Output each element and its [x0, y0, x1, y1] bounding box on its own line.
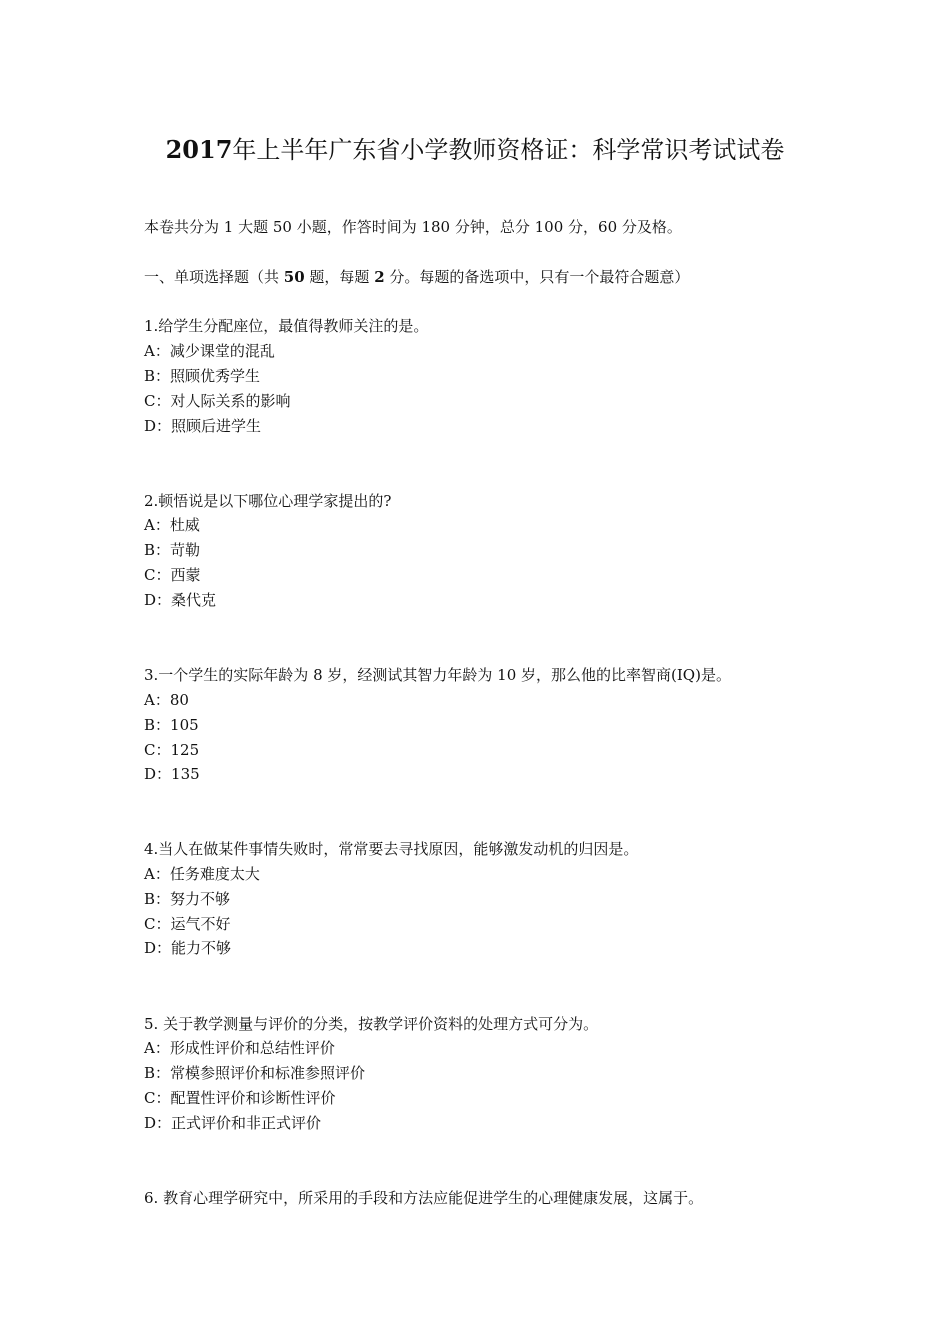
- section-heading: 一、单项选择题（共 50 题，每题 2 分。每题的备选项中，只有一个最符合题意）: [144, 268, 690, 286]
- answer-option: B：常模参照评价和标准参照评价: [144, 1064, 366, 1082]
- title-year: 2017: [165, 135, 233, 164]
- points-per-question: 2: [374, 268, 385, 286]
- question-count: 50: [283, 268, 305, 286]
- exam-intro: 本卷共分为 1 大题 50 小题，作答时间为 180 分钟，总分 100 分，60 分及格。: [144, 218, 682, 236]
- document-title: [0, 132, 950, 168]
- question-text: 6. 教育心理学研究中，所采用的手段和方法应能促进学生的心理健康发展，这属于。: [144, 1189, 704, 1207]
- answer-option: D：能力不够: [144, 939, 232, 957]
- answer-option: D：桑代克: [144, 591, 217, 609]
- question-text: 1.给学生分配座位，最值得教师关注的是。: [144, 317, 429, 335]
- answer-option: C：125: [144, 741, 200, 759]
- answer-option: D：正式评价和非正式评价: [144, 1114, 322, 1132]
- question-text: 4.当人在做某件事情失败时，常常要去寻找原因，能够激发动机的归因是。: [144, 840, 639, 858]
- answer-option: A：任务难度太大: [144, 865, 260, 883]
- question-text: 5. 关于教学测量与评价的分类，按教学评价资料的处理方式可分为。: [144, 1015, 599, 1033]
- answer-option: B：努力不够: [144, 890, 231, 908]
- answer-option: A：杜威: [144, 516, 200, 534]
- answer-option: B：照顾优秀学生: [144, 367, 261, 385]
- answer-option: A：80: [144, 691, 189, 709]
- answer-option: C：对人际关系的影响: [144, 392, 291, 410]
- answer-option: C：运气不好: [144, 915, 231, 933]
- question-text: 2.顿悟说是以下哪位心理学家提出的?: [144, 492, 392, 510]
- answer-option: A：减少课堂的混乱: [144, 342, 275, 360]
- answer-option: A：形成性评价和总结性评价: [144, 1039, 335, 1057]
- answer-option: C：西蒙: [144, 566, 201, 584]
- answer-option: B：105: [144, 716, 199, 734]
- answer-option: C：配置性评价和诊断性评价: [144, 1089, 336, 1107]
- answer-option: D：照顾后进学生: [144, 417, 262, 435]
- question-text: 3.一个学生的实际年龄为 8 岁，经测试其智力年龄为 10 岁，那么他的比率智商(IQ)是。: [144, 666, 731, 684]
- answer-option: B：苛勒: [144, 541, 201, 559]
- answer-option: D：135: [144, 765, 200, 783]
- title-text: 年上半年广东省小学教师资格证：科学常识考试试卷: [232, 136, 785, 164]
